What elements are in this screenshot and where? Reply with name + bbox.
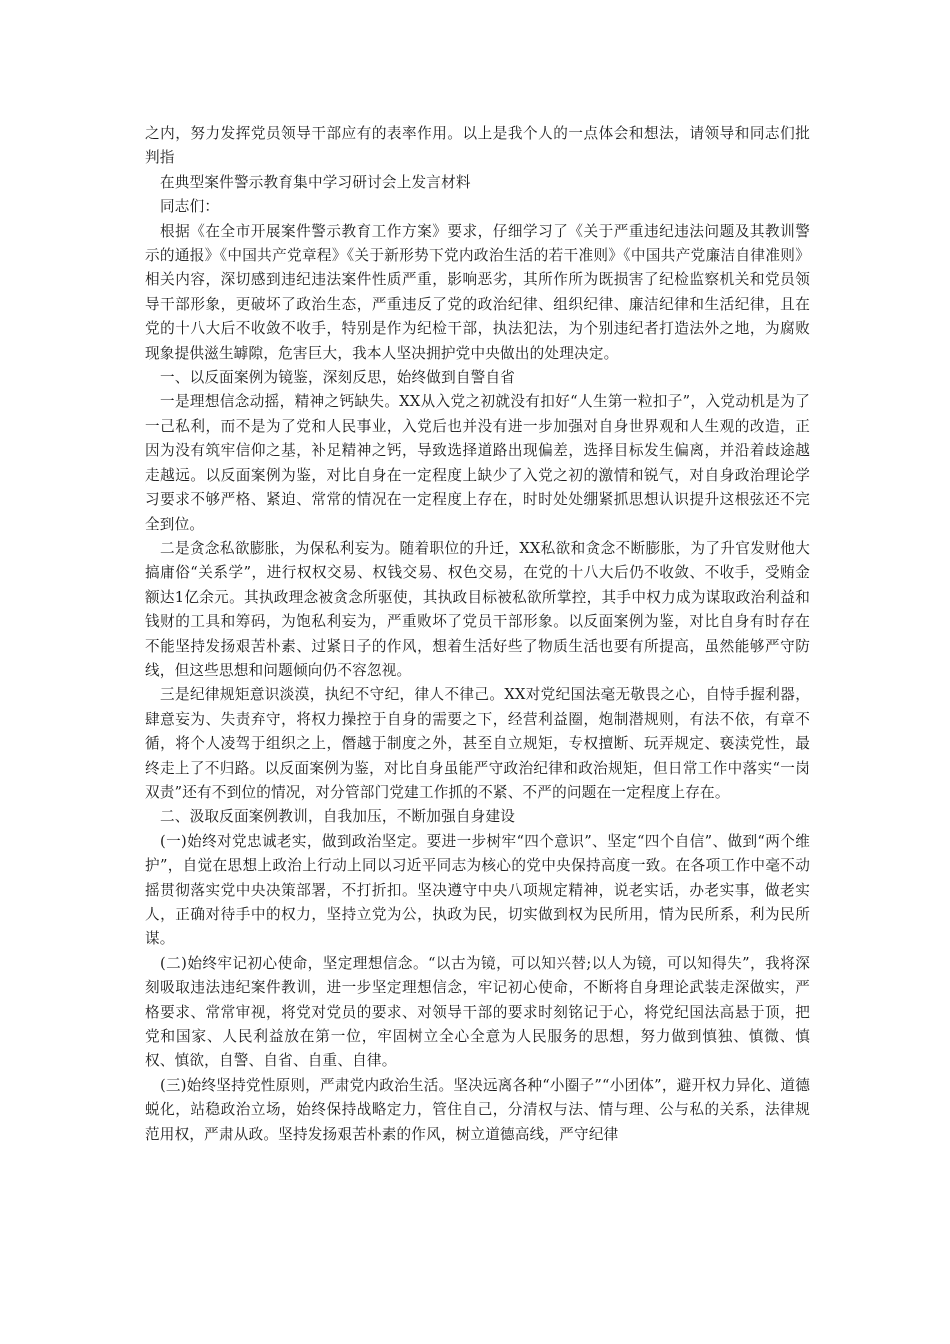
paragraph-intro: 根据《在全市开展案件警示教育工作方案》要求，仔细学习了《关于严重违纪违法问题及其教训警示的通报》《中国共产党章程》《关于新形势下党内政治生活的若干准则》《中国共产党廉洁自律准则》相关内容，深切感到违纪违法案件性质严重，影响恶劣，其所作所为既损害了纪检监察机关和党员领导干部形象，更破坏了政治生态，严重违反了党的政治纪律、组织纪律、廉洁纪律和生活纪律，且在党的十八大后不收敛不收手，特别是作为纪检干部，执法犯法，为个别违纪者打造法外之地，为腐败现象提供滋生罅隙，危害巨大，我本人坚决拥护党中央做出的处理决定。	[145, 222, 810, 362]
paragraph-point-1: 一是理想信念动摇，精神之钙缺失。XX从入党之初就没有扣好“人生第一粒扣子”，入党动机是为了一己私利，而不是为了党和人民事业，入党后也并没有进一步加强对自身世界观和人生观的改造，正因为没有筑牢信仰之基，补足精神之钙，导致选择道路出现偏差，选择目标发生偏离，并沿着歧途越走越远。以反面案例为鉴，对比自身在一定程度上缺少了入党之初的激情和锐气，对自身政治理论学习要求不够严格、紧迫、常常的情况在一定程度上存在，时时处处绷紧抓思想认识提升这根弦还不完全到位。	[145, 393, 810, 533]
paragraph-point-2: 二是贪念私欲膨胀，为保私利妄为。随着职位的升迁，XX私欲和贪念不断膨胀，为了升官发财他大搞庸俗“关系学”，进行权权交易、权钱交易、权色交易，在党的十八大后仍不收敛、不收手，受贿金额达1亿余元。其执政理念被贪念所驱使，其执政目标被私欲所掌控，其手中权力成为谋取政治利益和钱财的工具和筹码，为饱私利妄为，严重败坏了党员干部形象。以反面案例为鉴，对比自身有时存在不能坚持发扬艰苦朴素、过紧日子的作风，想着生活好些了物质生活也要有所提高，虽然能够严守防线，但这些思想和问题倾向仍不容忽视。	[145, 539, 810, 679]
paragraph-closing-remark: 之内，努力发挥党员领导干部应有的表率作用。以上是我个人的一点体会和想法，请领导和同志们批判指	[145, 125, 810, 167]
document-body	[145, 122, 810, 1147]
paragraph-item-2: (二)始终牢记初心使命，坚定理想信念。“以古为镜，可以知兴替;以人为镜，可以知得失”，我将深刻吸取违法违纪案件教训，进一步坚定理想信念，牢记初心使命，不断将自身理论武装走深做实，严格要求、常常审视，将党对党员的要求、对领导干部的要求时刻铭记于心，将党纪国法高悬于顶，把党和国家、人民利益放在第一位，牢固树立全心全意为人民服务的思想，努力做到慎独、慎微、慎权、慎欲，自警、自省、自重、自律。	[145, 954, 810, 1070]
section-heading-1: 一、以反面案例为镜鉴，深刻反思，始终做到自警自省	[160, 369, 516, 387]
paragraph-item-3: (三)始终坚持党性原则，严肃党内政治生活。坚决远离各种“小圈子”“小团体”，避开权力异化、道德蜕化，站稳政治立场，始终保持战略定力，管住自己，分清权与法、情与理、公与私的关系，法律规范用权，严肃从政。坚持发扬艰苦朴素的作风，树立道德高线，严守纪律	[145, 1076, 810, 1143]
salutation: 同志们：	[160, 198, 220, 216]
section-heading-2: 二、汲取反面案例教训，自我加压，不断加强自身建设	[160, 808, 516, 826]
paragraph-item-1: (一)始终对党忠诚老实，做到政治坚定。要进一步树牢“四个意识”、坚定“四个自信”、做到“两个维护”，自觉在思想上政治上行动上同以习近平同志为核心的党中央保持高度一致。在各项工作中毫不动摇贯彻落实党中央决策部署，不打折扣。坚决遵守中央八项规定精神，说老实话，办老实事，做老实人，正确对待手中的权力，坚持立党为公，执政为民，切实做到权为民所用，情为民所系，利为民所谋。	[145, 832, 810, 948]
document-title: 在典型案件警示教育集中学习研讨会上发言材料	[160, 173, 471, 191]
paragraph-point-3: 三是纪律规矩意识淡漠，执纪不守纪，律人不律己。XX对党纪国法毫无敬畏之心，自恃手握利器，肆意妄为、失责弃守，将权力操控于自身的需要之下，经营利益圈，炮制潜规则，有法不依，有章不循，将个人凌驾于组织之上，僭越于制度之外，甚至自立规矩，专权擅断、玩弄规定、亵渎党性，最终走上了不归路。以反面案例为鉴，对比自身虽能严守政治纪律和政治规矩，但日常工作中落实“一岗双责”还有不到位的情况，对分管部门党建工作抓的不紧、不严的问题在一定程度上存在。	[145, 686, 810, 801]
